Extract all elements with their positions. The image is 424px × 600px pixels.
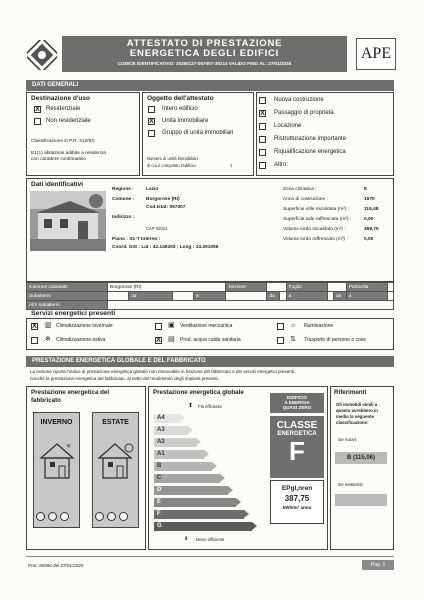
intero-edificio-checkbox[interactable] bbox=[148, 106, 155, 113]
comune-label: Comune : bbox=[112, 197, 135, 202]
acqua-calda-checkbox[interactable]: X bbox=[156, 337, 161, 344]
locazione-label: Locazione bbox=[274, 123, 302, 129]
energy-class-label: A1 bbox=[157, 451, 165, 457]
sezione-value bbox=[267, 283, 286, 292]
header-code-line: CODICE IDENTIFICATIVO: 20250127-057007-30214 VALIDO FINO AL: 27/01/2035 bbox=[117, 61, 292, 66]
meno-efficiente-label: Meno efficiente bbox=[196, 537, 225, 542]
vol-risc-value: 468,75 bbox=[364, 227, 379, 232]
identificativi-title: Dati identificativi bbox=[31, 181, 84, 188]
residenziale-checkbox[interactable]: X bbox=[35, 106, 40, 113]
unita-immobiliare-checkbox[interactable]: X bbox=[149, 118, 154, 125]
piu-efficiente-label: Più efficiente bbox=[198, 404, 222, 409]
illuminazione-checkbox[interactable] bbox=[277, 323, 284, 330]
sub-cell-1 bbox=[108, 292, 129, 301]
sub-cell-2 bbox=[172, 292, 193, 301]
energy-class-label: A4 bbox=[157, 415, 165, 421]
ape-logo: APE bbox=[356, 38, 396, 70]
esistenti-value bbox=[335, 494, 387, 506]
classe-label-2: ENERGETICA bbox=[277, 431, 317, 437]
energy-class-a4 bbox=[154, 414, 180, 423]
energy-class-arrow-icon bbox=[236, 498, 241, 506]
gruppo-unita-label: Gruppo di unità immobiliari bbox=[162, 130, 234, 136]
cap-value: CAP 02021 bbox=[146, 226, 168, 231]
energy-class-b bbox=[154, 462, 212, 471]
nuovi-label: Se nuovi: bbox=[338, 437, 358, 442]
classe-text-1: E1(1) abitazioni adibite a residenza bbox=[31, 151, 106, 156]
smiley-icon-3 bbox=[60, 512, 69, 521]
energy-class-label: E bbox=[157, 499, 162, 505]
riferimenti-title: Riferimenti bbox=[334, 389, 367, 396]
residenziale-label: Residenziale bbox=[46, 106, 81, 112]
anno-label: Anno di costruzione : bbox=[283, 197, 328, 202]
prestazione-intro-2: nonché la prestazione energetica del fabbricato, al netto del rendimento degli impianti presenti. bbox=[30, 376, 219, 381]
non-residenziale-label: Non residenziale bbox=[46, 118, 91, 124]
rif-text-3: media la seguente bbox=[336, 414, 375, 419]
piano-value: Piano : S1-T Interno : bbox=[112, 237, 161, 242]
smiley-icon-6 bbox=[119, 512, 128, 521]
sub-a-1: a bbox=[194, 292, 226, 301]
vol-raff-value: 0,00 bbox=[364, 237, 374, 242]
unita-immobiliare-label: Unità immobiliare bbox=[162, 118, 209, 124]
header-title-line2: ENERGETICA DEGLI EDIFICI bbox=[129, 48, 280, 59]
sub-a-2: a bbox=[286, 292, 327, 301]
estate-label: ESTATE bbox=[102, 419, 129, 426]
ventilazione-checkbox[interactable] bbox=[155, 323, 162, 330]
house-summer-icon bbox=[96, 440, 136, 480]
vol-risc-label: Volume lordo riscaldato (m³) : bbox=[283, 227, 346, 232]
section-bar-dati-generali: DATI GENERALI bbox=[26, 80, 394, 91]
smiley-icon-5 bbox=[107, 512, 116, 521]
zero-line-3: QUASI ZERO bbox=[282, 405, 312, 410]
riqualificazione-checkbox[interactable] bbox=[259, 149, 266, 156]
energy-class-arrow-icon bbox=[180, 414, 185, 422]
energy-class-arrow-icon bbox=[204, 450, 209, 458]
ep-label: EPgl,nren bbox=[281, 485, 313, 492]
snowflake-icon: ❄ bbox=[45, 336, 51, 343]
servizi-title: Servizi energetici presenti bbox=[31, 310, 116, 317]
energy-class-arrow-icon bbox=[188, 426, 193, 434]
servizio-6-label: Trasporto di persone o cose bbox=[304, 337, 367, 343]
document-header bbox=[62, 36, 347, 72]
servizio-5-label: Illuminazione bbox=[304, 323, 334, 329]
footer-protocol: Prot. 96586 del 27/01/2025 bbox=[28, 563, 84, 568]
zero-line-1: EDIFICIO bbox=[287, 395, 307, 400]
energy-class-label: A3 bbox=[157, 427, 165, 433]
non-residenziale-checkbox[interactable] bbox=[34, 118, 41, 125]
elevator-icon: ⇅ bbox=[290, 336, 296, 343]
ep-value: 387,75 bbox=[284, 494, 310, 503]
esistenti-label: Se esistenti: bbox=[338, 482, 364, 487]
destinazione-box bbox=[26, 92, 140, 176]
sup-risc-value: 115,48 bbox=[364, 207, 379, 212]
destinazione-title: Destinazione d'uso bbox=[31, 95, 90, 102]
passaggio-proprieta-checkbox[interactable]: X bbox=[260, 110, 265, 117]
energy-class-label: F bbox=[157, 511, 161, 517]
energy-class-d bbox=[154, 486, 228, 495]
classe-value: F bbox=[289, 436, 305, 466]
energy-class-label: G bbox=[157, 523, 162, 529]
smiley-icon-1 bbox=[36, 512, 45, 521]
lightbulb-icon: ☼ bbox=[290, 322, 297, 329]
servizio-2-label: Climatizzazione estiva bbox=[56, 337, 106, 343]
classe-text-2: con carattere continuativo bbox=[31, 157, 86, 162]
energy-class-label: C bbox=[157, 475, 162, 481]
nuovi-value: B (115,06) bbox=[335, 452, 387, 464]
globale-title: Prestazione energetica globale bbox=[153, 389, 244, 396]
comune-catastale-value: Borgorose (RI) bbox=[108, 283, 226, 292]
servizio-3-label: Ventilazione meccanica bbox=[180, 323, 233, 329]
sub-da-1: da bbox=[129, 292, 173, 301]
ristrutturazione-checkbox[interactable] bbox=[259, 136, 266, 143]
inverno-label: INVERNO bbox=[40, 419, 73, 426]
radiator-icon: ▥ bbox=[45, 322, 52, 329]
sub-da-2: da bbox=[267, 292, 280, 301]
footer-divider bbox=[26, 556, 394, 557]
section-bar-prestazione: PRESTAZIONE ENERGETICA GLOBALE E DEL FABBRICATO bbox=[26, 356, 394, 367]
coord-value: Coord. GIS : Lat : 42.146293 ; Long : 13.291056 bbox=[112, 245, 219, 250]
energy-class-arrow-icon bbox=[244, 510, 249, 518]
rif-text-2: questo avrebbero in bbox=[336, 408, 378, 413]
servizio-1-label: Climatizzazione invernale bbox=[56, 323, 113, 329]
edificio-zero-badge bbox=[270, 393, 324, 413]
house-winter-icon bbox=[38, 440, 76, 480]
fabbricato-title-1: Prestazione energetica del bbox=[31, 389, 110, 396]
fan-icon: ▣ bbox=[168, 322, 175, 329]
classe-label-1: CLASSE bbox=[276, 420, 318, 431]
rif-text-4: classificazione: bbox=[336, 420, 369, 425]
smiley-icon-2 bbox=[48, 512, 57, 521]
sub-a-3: a bbox=[346, 292, 387, 301]
altri-subalterni-value bbox=[108, 301, 394, 310]
trasporto-checkbox[interactable] bbox=[277, 337, 284, 344]
ep-unit: kWh/m² anno bbox=[282, 505, 312, 510]
sup-raff-label: Superficie utile raffrescata (m²) : bbox=[283, 217, 352, 222]
codistat-value: Cod.Istat: 057007 bbox=[146, 205, 186, 210]
energy-class-label: B bbox=[157, 463, 162, 469]
tap-icon: ▤ bbox=[168, 336, 175, 343]
building-photo bbox=[30, 191, 106, 251]
altri-subalterni-label: Altri subalterni bbox=[27, 301, 108, 310]
climatizzazione-estiva-checkbox[interactable] bbox=[31, 337, 38, 344]
emblem-icon bbox=[27, 40, 57, 70]
energy-class-g bbox=[154, 522, 252, 531]
locazione-checkbox[interactable] bbox=[259, 123, 266, 130]
up-arrow-icon: ⬆ bbox=[188, 403, 194, 409]
energy-class-arrow-icon bbox=[220, 474, 225, 482]
sub-cell-3 bbox=[226, 292, 267, 301]
regione-value: Lazio bbox=[146, 187, 159, 192]
comune-value: Borgorose (RI) bbox=[146, 197, 180, 202]
intero-edificio-label: Intero edificio bbox=[162, 106, 198, 112]
classificazione-label: Classificazione D.P.R. 412/93: bbox=[31, 139, 96, 144]
numero-unita-text-2: di cui è composto l'edificio: bbox=[147, 163, 197, 168]
energy-class-f bbox=[154, 510, 244, 519]
vol-raff-label: Volume lordo raffrescato (m³) : bbox=[283, 237, 348, 242]
energy-class-a2 bbox=[154, 438, 196, 447]
passaggio-proprieta-label: Passaggio di proprietà bbox=[274, 110, 334, 116]
catasto-table bbox=[26, 282, 394, 310]
smiley-icon-4 bbox=[95, 512, 104, 521]
altro-label: Altro: bbox=[274, 162, 289, 168]
energy-class-label: A2 bbox=[157, 439, 165, 445]
energy-class-arrow-icon bbox=[252, 522, 257, 530]
energy-class-a3 bbox=[154, 426, 188, 435]
zero-line-2: A ENERGIA bbox=[284, 400, 310, 405]
energy-class-arrow-icon bbox=[196, 438, 201, 446]
indirizzo-label: Indirizzo : bbox=[112, 215, 135, 220]
sub-cell-6 bbox=[387, 292, 393, 301]
servizio-4-label: Prod. acqua calda sanitaria bbox=[180, 337, 241, 343]
energy-class-label: D bbox=[157, 487, 162, 493]
zona-label: Zona climatica : bbox=[283, 187, 317, 192]
anno-value: 1970 bbox=[364, 197, 375, 202]
nuova-costruzione-checkbox[interactable] bbox=[259, 97, 266, 104]
subalterni-label: Subalterni bbox=[27, 292, 108, 301]
riqualificazione-label: Riqualificazione energetica bbox=[274, 149, 346, 155]
altro-checkbox[interactable] bbox=[259, 162, 266, 169]
nuova-costruzione-label: Nuova costruzione bbox=[274, 97, 324, 103]
foglio-value bbox=[327, 283, 346, 292]
fabbricato-title-2: fabbricato bbox=[31, 397, 61, 404]
prestazione-intro-1: La sezione riporta l'indice di prestazione energetica globale non rinnovabile in funzione del fabbricato e dei servizi energetici presenti, bbox=[30, 369, 296, 374]
svg-text:✳: ✳ bbox=[66, 444, 72, 450]
down-arrow-icon: ⬇ bbox=[184, 536, 189, 542]
classe-energetica-box bbox=[270, 416, 324, 478]
energy-class-arrow-icon bbox=[212, 462, 217, 470]
oggetto-title: Oggetto dell'attestato bbox=[147, 95, 214, 102]
rif-text-1: Gli immobili simili a bbox=[336, 402, 378, 407]
sup-risc-label: Superficie utile riscaldata (m²) : bbox=[283, 207, 350, 212]
comune-catastale-label: Comune catastale bbox=[27, 283, 108, 292]
energy-class-arrow-icon bbox=[228, 486, 233, 494]
sezione-label: Sezione bbox=[226, 283, 267, 292]
foglio-label: Foglio bbox=[286, 283, 327, 292]
energy-class-c bbox=[154, 474, 220, 483]
ep-box bbox=[270, 480, 324, 524]
header-title-line1: ATTESTATO DI PRESTAZIONE bbox=[126, 38, 283, 49]
gruppo-unita-checkbox[interactable] bbox=[148, 130, 155, 137]
climatizzazione-invernale-checkbox[interactable]: X bbox=[32, 323, 37, 330]
zona-value: E bbox=[364, 187, 368, 192]
energy-class-a1 bbox=[154, 450, 204, 459]
ristrutturazione-label: Ristrutturazione importante bbox=[274, 136, 347, 142]
page-number: Pag. 1 bbox=[362, 560, 394, 570]
regione-label: Regione : bbox=[112, 187, 134, 192]
particella-value bbox=[387, 283, 393, 292]
energy-class-e bbox=[154, 498, 236, 507]
numero-unita-text-1: Numero di unità immobiliari bbox=[147, 156, 198, 161]
particella-label: Particella bbox=[346, 283, 387, 292]
sup-raff-value: 0,00 bbox=[364, 217, 374, 222]
numero-unita-value: 1 bbox=[230, 163, 233, 168]
sub-da-3: da bbox=[333, 292, 346, 301]
